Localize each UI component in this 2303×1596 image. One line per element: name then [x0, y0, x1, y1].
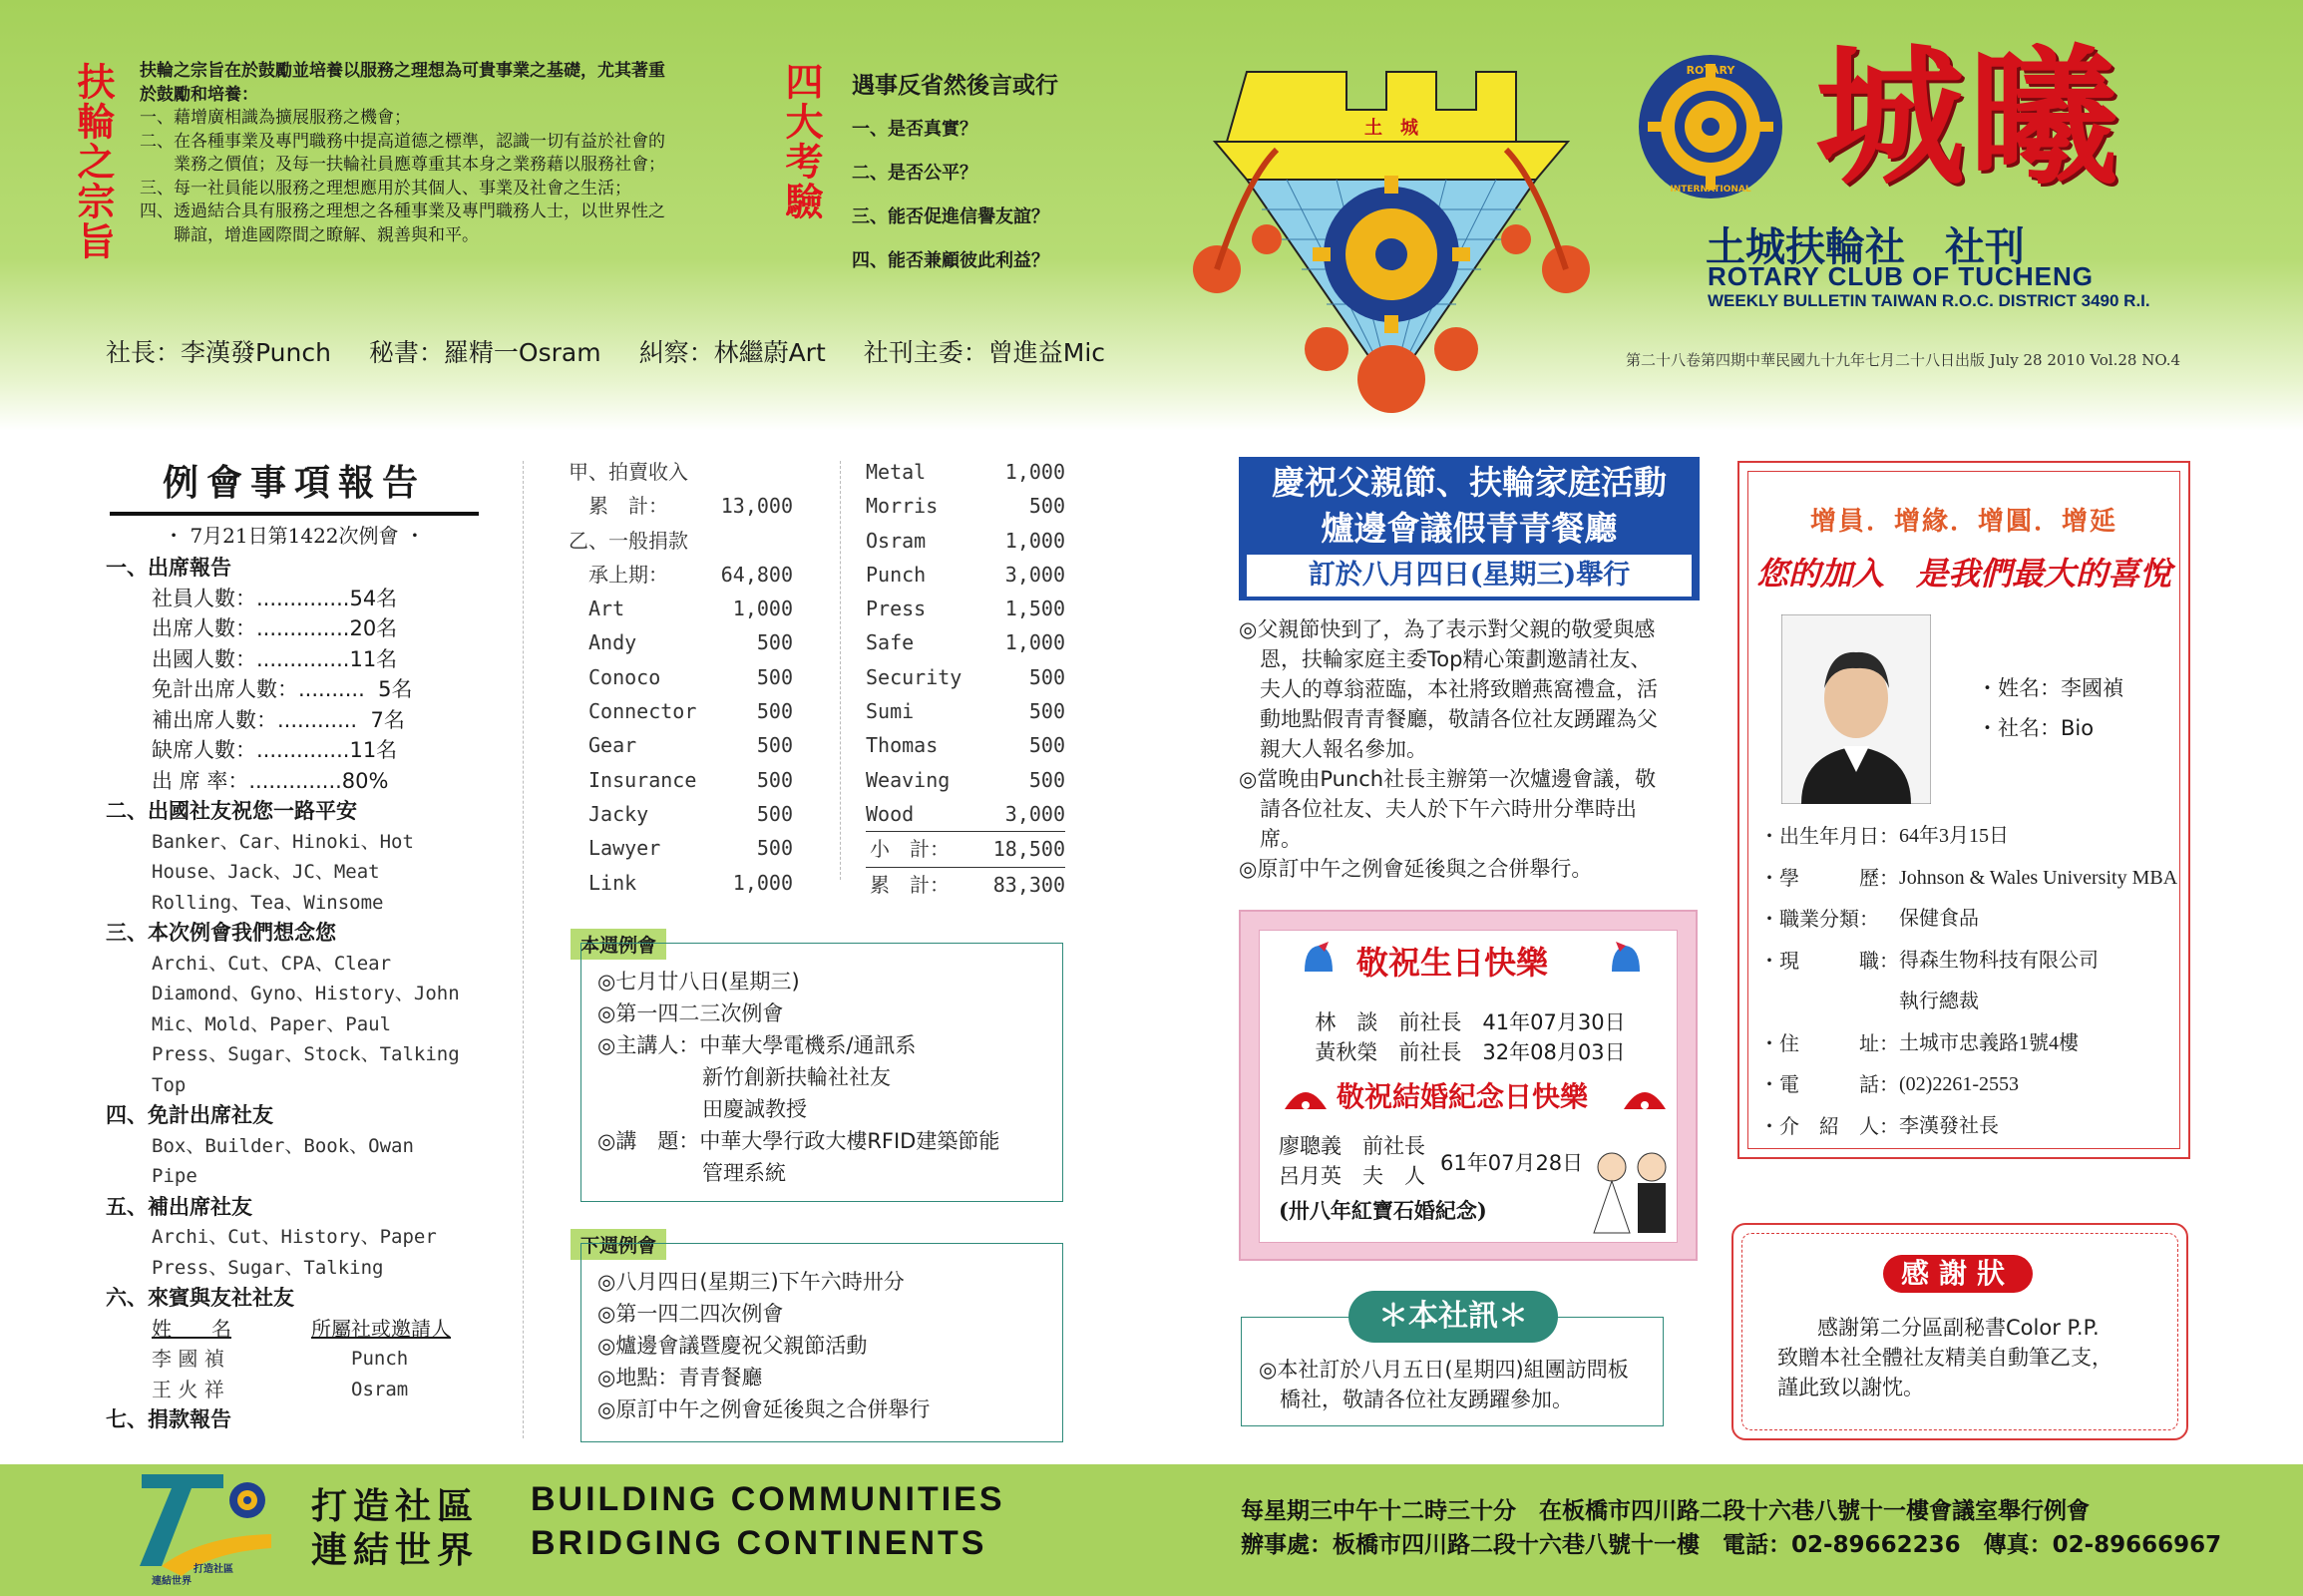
report-heading: 六、來賓與友社社友 [106, 1286, 294, 1310]
this-week-line: ◎主講人：中華大學電機系/通訊系 [597, 1033, 917, 1057]
report-line: 缺席人數：..............11名 [152, 738, 398, 762]
donor-name: Jacky [569, 801, 649, 826]
bell-icon [1602, 940, 1652, 980]
member-info [1759, 816, 2178, 1147]
member-name: ・姓名：李國禎 [1977, 676, 2123, 700]
donation-row [866, 694, 1065, 728]
guest-row [106, 1375, 485, 1405]
member-info-row [1759, 982, 2178, 1023]
guest-name: 李 國 禎 [152, 1347, 224, 1371]
new-member-card [1737, 461, 2190, 1159]
donor-amount: 500 [756, 801, 793, 826]
rotary-logo-bottom-text: INTERNATIONAL [1670, 185, 1751, 195]
wedding-couple-icon [1580, 1137, 1680, 1237]
this-week-line: ◎講 題：中華大學行政大樓RFID建築節能 [597, 1129, 1000, 1153]
this-week-tag: 本週例會 [571, 929, 666, 960]
emblem-text: 土 城 [1364, 118, 1418, 139]
purpose-line: 一、藉增廣相識為擴展服務之機會； [140, 108, 411, 128]
report-line: 出 席 率：..............80% [152, 768, 389, 793]
report-line: Box、Builder、Book、Owan [152, 1134, 414, 1157]
this-week-line: 田慶誠教授 [597, 1097, 807, 1121]
report-line: Top [152, 1073, 187, 1096]
event-line: 席。 [1239, 827, 1302, 851]
donation-row [569, 660, 793, 694]
thanks-line: 感謝第二分區副秘書Color P.P. [1817, 1316, 2100, 1340]
total-row [866, 867, 1065, 902]
bell-icon [1295, 940, 1344, 980]
member-nickname: ・社名：Bio [1977, 716, 2095, 740]
donor-name: Safe [866, 630, 915, 655]
donations-list-a [569, 455, 793, 900]
donor-amount: 3,000 [1004, 562, 1065, 587]
member-info-row [1759, 941, 2178, 983]
member-info-row [1759, 1023, 2178, 1065]
donor-amount: 500 [756, 733, 793, 758]
club-name-en: ROTARY CLUB OF TUCHENG [1708, 261, 2094, 291]
donor-name: Gear [569, 733, 637, 758]
report-line: Banker、Car、Hinoki、Hot [152, 830, 414, 853]
donor-amount: 500 [1028, 494, 1065, 519]
this-week-line: ◎第一四二三次例會 [597, 1001, 784, 1025]
donor-name: 乙、一般捐款 [569, 528, 688, 553]
donor-name: Security [866, 664, 962, 689]
member-info-key: ・職業分類： [1759, 907, 1879, 931]
donor-amount: 1,000 [732, 597, 793, 621]
total-label: 累 計： [870, 872, 950, 897]
purpose-line: 三、每一社員能以服務之理想應用於其個人、事業及社會之生活； [140, 178, 631, 199]
donor-name: Lawyer [569, 836, 661, 861]
donor-amount [713, 524, 793, 558]
donor-amount: 500 [756, 630, 793, 655]
donation-row [569, 763, 793, 797]
four-way-test-title: 四大考驗 [779, 62, 824, 221]
donor-name: Morris [866, 494, 939, 519]
hat-icon [1620, 1075, 1670, 1115]
report-heading: 七、捐款報告 [106, 1407, 231, 1431]
purpose-title: 扶輪之宗旨 [71, 62, 116, 261]
report-heading: 四、免計出席社友 [106, 1103, 273, 1127]
event-line: ◎父親節快到了，為了表示對父親的敬愛與感 [1239, 617, 1656, 641]
donation-row [866, 763, 1065, 797]
footer-meeting: 每星期三中午十二時三十分 在板橋市四川路二段十六巷八號十一樓會議室舉行例會 [1241, 1498, 2090, 1524]
report-line: House、Jack、JC、Meat [152, 861, 380, 883]
donation-row [569, 797, 793, 831]
donor-amount: 500 [756, 767, 793, 792]
thanks-line: 謹此致以謝忱。 [1777, 1376, 1924, 1399]
next-week-line: ◎原訂中午之例會延後與之合併舉行 [597, 1397, 931, 1421]
member-info-key: ・介 紹 人： [1759, 1113, 1899, 1138]
donor-amount: 500 [1028, 733, 1065, 758]
report-line: Press、Sugar、Talking [152, 1256, 384, 1279]
birthday-rows [1241, 1007, 1700, 1067]
report-line: 補出席人數：............ 7名 [152, 707, 405, 732]
report-line: 出席人數：..............20名 [152, 616, 398, 640]
donor-name: Insurance [569, 767, 697, 792]
this-week-line: ◎七月廿八日(星期三) [597, 970, 800, 994]
event-line-2: 爐邊會議假青青餐廳 [1321, 509, 1618, 548]
donor-amount: 1,000 [1004, 528, 1065, 553]
this-week-line: 新竹創新扶輪社社友 [597, 1065, 891, 1089]
donor-amount: 1,000 [732, 870, 793, 895]
member-photo [1781, 614, 1931, 804]
donor-name: Wood [866, 801, 915, 826]
member-info-key: ・現 職： [1759, 948, 1899, 973]
news-text [1259, 1355, 1658, 1414]
report-line: Mic、Mold、Paper、Paul [152, 1012, 392, 1035]
celebration-card [1239, 910, 1698, 1261]
member-info-row [1759, 1106, 2178, 1148]
donor-amount: 500 [1028, 664, 1065, 689]
donation-row [569, 455, 793, 489]
purpose-line: 聯誼，增進國際間之瞭解、親善與和平。 [140, 224, 479, 245]
wedding-note: (卅八年紅寶石婚紀念) [1279, 1198, 1487, 1223]
donor-name: Thomas [866, 733, 939, 758]
donation-row [866, 524, 1065, 558]
news-line: ◎本社訂於八月五日(星期四)組團訪問板 [1259, 1358, 1629, 1382]
guest-club: Punch [351, 1348, 409, 1370]
donation-row [866, 558, 1065, 592]
total-amount: 83,300 [992, 872, 1065, 897]
donation-row [866, 625, 1065, 659]
report-heading: 一、出席報告 [106, 556, 231, 580]
officers-line [106, 333, 1143, 369]
donor-amount: 500 [756, 699, 793, 724]
logo-text-2: 連結世界 [152, 1576, 192, 1586]
donor-amount: 64,800 [720, 562, 793, 587]
club-name-cn: 土城扶輪社 社刊 [1706, 223, 2025, 270]
member-info-value: 李漢發社長 [1899, 1114, 1999, 1137]
subtotal-label: 小 計： [870, 837, 950, 862]
event-paragraph [1239, 614, 1708, 884]
next-week-line: ◎爐邊會議暨慶祝父親節活動 [597, 1334, 868, 1358]
donor-amount: 1,500 [1004, 597, 1065, 621]
donor-name: Andy [569, 630, 637, 655]
thanks-text [1777, 1313, 2156, 1402]
donation-row [569, 694, 793, 728]
footer-en-1: BUILDING COMMUNITIES [531, 1480, 1005, 1518]
donor-name: 承上期： [569, 562, 668, 587]
donor-amount: 1,000 [1004, 630, 1065, 655]
purpose-line: 於鼓勵和培養： [140, 84, 258, 105]
donor-name: Metal [866, 460, 927, 484]
donor-amount: 500 [1028, 699, 1065, 724]
thanks-title: 感謝狀 [1883, 1255, 2033, 1293]
officer: 秘書：羅精一Osram [368, 338, 601, 367]
event-line: 親大人報名參加。 [1239, 737, 1427, 761]
donor-amount: 500 [756, 836, 793, 861]
guest-club: Osram [351, 1378, 409, 1400]
purpose-line: 四、透過結合具有服務之理想之各種事業及專門職務人士，以世界性之 [140, 201, 665, 221]
report-line: Pipe [152, 1165, 197, 1187]
this-week-line: 管理系統 [597, 1161, 786, 1185]
footer-en-2: BRIDGING CONTINENTS [531, 1524, 987, 1562]
donor-name: Weaving [866, 767, 951, 792]
test-line: 一、是否真實？ [852, 119, 977, 140]
tucheng-diamond-emblem [1187, 50, 1596, 419]
report-line: Archi、Cut、History、Paper [152, 1226, 437, 1248]
subtotal-amount: 18,500 [992, 837, 1065, 862]
member-info-value: 保健食品 [1899, 908, 1979, 930]
member-slogan: 增員．增緣．增圓．增延 [1809, 507, 2117, 537]
donor-name: 甲、拍賣收入 [569, 460, 688, 484]
purpose-line: 扶輪之宗旨在於鼓勵並培養以服務之理想為可貴事業之基礎，尤其著重 [140, 61, 665, 81]
report-body [106, 553, 485, 1435]
donor-name: Osram [866, 528, 927, 553]
donation-row [569, 489, 793, 523]
report-title: 例會事項報告 [110, 455, 479, 516]
donor-name: Sumi [866, 699, 915, 724]
wedding-name-1: 廖聰義 前社長 [1279, 1134, 1425, 1158]
thanks-line: 致贈本社全體社友精美自動筆乙支， [1777, 1346, 2112, 1370]
member-info-value: (02)2261-2553 [1899, 1073, 2019, 1095]
guest-header-club: 所屬社或邀請人 [311, 1316, 451, 1341]
next-week-line: ◎八月四日(星期三)下午六時卅分 [597, 1270, 905, 1294]
report-subtitle: ・ 7月21日第1422次例會 ・ [112, 515, 477, 549]
member-info-key: ・學 歷： [1759, 865, 1899, 890]
donor-name: Art [569, 597, 625, 621]
wedding-date: 61年07月28日 [1440, 1151, 1584, 1175]
test-line: 四、能否兼顧彼此利益？ [852, 250, 1049, 271]
next-week-line: ◎第一四二四次例會 [597, 1302, 784, 1326]
report-heading: 五、補出席社友 [106, 1194, 252, 1219]
building-communities-logo [132, 1466, 281, 1586]
event-line: 恩，扶輪家庭主委Top精心策劃邀請社友、 [1239, 647, 1652, 671]
guest-name: 王 火 祥 [152, 1377, 224, 1401]
officer: 糾察：林繼蔚Art [638, 338, 826, 367]
bulletin-line: WEEKLY BULLETIN TAIWAN R.O.C. DISTRICT 3490 R.I. [1708, 291, 2150, 310]
member-info-value: 64年3月15日 [1899, 825, 2009, 847]
footer-office: 辦事處：板橋市四川路二段十六巷八號十一樓 電話：02-89662236 傳真：02-89666967 [1241, 1532, 2222, 1558]
event-line: ◎原訂中午之例會延後與之合併舉行。 [1239, 857, 1593, 881]
donor-amount: 500 [756, 664, 793, 689]
member-info-key: ・電 話： [1759, 1072, 1899, 1096]
donation-row [866, 592, 1065, 625]
guest-header-name: 姓 名 [152, 1316, 231, 1341]
subtotal-row [866, 831, 1065, 866]
donation-row [866, 489, 1065, 523]
guest-header [106, 1314, 485, 1345]
donation-row [569, 728, 793, 762]
member-info-key: ・住 址： [1759, 1030, 1899, 1055]
member-info-row [1759, 816, 2178, 858]
news-line: 橋社，敬請各位社友踴躍參加。 [1259, 1388, 1573, 1411]
event-line: 夫人的尊翁蒞臨，本社將致贈燕窩禮盒，活 [1239, 677, 1658, 701]
next-week-tag: 下週例會 [571, 1229, 666, 1260]
donation-row [569, 866, 793, 900]
donation-row [569, 831, 793, 865]
wedding-name-2: 呂月英 夫 人 [1279, 1164, 1425, 1188]
birthday-row: 林 談 前社長 41年07月30日 [1315, 1010, 1626, 1034]
donation-row [866, 455, 1065, 489]
member-info-row [1759, 1064, 2178, 1106]
footer-cn-2: 連結世界 [311, 1530, 480, 1571]
next-week-box [580, 1243, 1063, 1442]
logo-text-1: 打造社區 [193, 1564, 233, 1575]
purpose-line: 二、在各種事業及專門職務中提高道德之標準，認識一切有益於社會的 [140, 131, 665, 152]
test-line: 遇事反省然後言或行 [852, 73, 1058, 99]
event-line: 請各位社友、夫人於下午六時卅分準時出 [1239, 797, 1637, 821]
report-line: 社員人數：..............54名 [152, 586, 398, 610]
thanks-card [1731, 1223, 2188, 1440]
test-line: 二、是否公平？ [852, 163, 977, 184]
donor-amount: 500 [1028, 767, 1065, 792]
issue-line: 第二十八卷第四期中華民國九十九年七月二十八日出版 July 28 2010 Vol.28 NO.4 [1626, 351, 2181, 369]
donation-row [569, 592, 793, 625]
donation-row [569, 558, 793, 592]
member-info-key: ・出生年月日： [1759, 824, 1899, 848]
event-line: 動地點假青青餐廳，敬請各位社友踴躍為父 [1239, 707, 1658, 731]
member-info-value: 得森生物科技有限公司 [1899, 949, 2099, 972]
member-info-row [1759, 899, 2178, 941]
birthday-title: 敬祝生日快樂 [1356, 944, 1549, 982]
report-line: 出國人數：..............11名 [152, 646, 398, 671]
donor-name: Press [866, 597, 927, 621]
donation-row [866, 797, 1065, 831]
donation-row [569, 524, 793, 558]
report-heading: 二、出國社友祝您一路平安 [106, 799, 357, 823]
donation-row [866, 660, 1065, 694]
test-line: 三、能否促進信譽友誼？ [852, 206, 1049, 227]
donation-row [569, 625, 793, 659]
donation-row [866, 728, 1065, 762]
guest-row [106, 1344, 485, 1375]
member-info-row [1759, 858, 2178, 900]
purpose-line: 業務之價值；及每一扶輪社員應尊重其本身之業務藉以服務社會； [140, 155, 665, 175]
next-week-line: ◎地點：青青餐廳 [597, 1366, 763, 1390]
this-week-box [580, 943, 1063, 1202]
rotary-wheel-logo [1636, 52, 1785, 201]
event-banner [1239, 457, 1700, 600]
footer-cn-1: 打造社區 [311, 1486, 480, 1527]
report-line: Press、Sugar、Stock、Talking [152, 1043, 460, 1065]
officer: 社刊主委：曾進益Mic [863, 338, 1106, 367]
donor-amount: 3,000 [1004, 801, 1065, 826]
donor-name: 累 計： [569, 494, 668, 519]
donor-amount [713, 455, 793, 489]
report-line: Rolling、Tea、Winsome [152, 891, 384, 914]
officer: 社長：李漢發Punch [106, 338, 331, 367]
donor-name: Punch [866, 562, 927, 587]
report-line: Archi、Cut、CPA、Clear [152, 952, 392, 975]
report-line: 免計出席人數：.......... 5名 [152, 677, 413, 701]
column-divider [523, 461, 525, 1438]
member-info-value: 執行總裁 [1899, 991, 1979, 1012]
member-welcome: 您的加入 是我們最大的喜悅 [1755, 555, 2171, 593]
purpose-text [140, 60, 738, 247]
event-line: ◎當晚由Punch社長主辦第一次爐邊會議，敬 [1239, 767, 1657, 791]
donor-name: Conoco [569, 664, 661, 689]
news-title: ＊本社訊＊ [1348, 1291, 1558, 1343]
report-heading: 三、本次例會我們想念您 [106, 921, 336, 945]
donations-list-b [866, 455, 1065, 902]
donor-name: Link [569, 870, 637, 895]
column-divider-2 [840, 461, 842, 880]
member-info-key [1759, 982, 1899, 1023]
member-info-value: 土城市忠義路1號4樓 [1899, 1031, 2079, 1054]
donor-amount: 1,000 [1004, 460, 1065, 484]
event-line-1: 慶祝父親節、扶輪家庭活動 [1272, 463, 1667, 502]
report-line: Diamond、Gyno、History、John [152, 983, 460, 1004]
donor-name: Connector [569, 699, 697, 724]
four-way-test-text [852, 64, 1101, 283]
wedding-title: 敬祝結婚紀念日快樂 [1337, 1080, 1589, 1113]
hat-icon [1281, 1075, 1331, 1115]
member-info-value: Johnson & Wales University MBA [1899, 866, 2178, 889]
rotary-logo-top-text: ROTARY [1686, 64, 1735, 77]
event-line-3: 訂於八月四日(星期三)舉行 [1247, 555, 1692, 597]
masthead-title: 城曦 [1815, 30, 2123, 205]
birthday-row: 黃秋榮 前社長 32年08月03日 [1315, 1040, 1626, 1064]
donor-amount: 13,000 [720, 494, 793, 519]
